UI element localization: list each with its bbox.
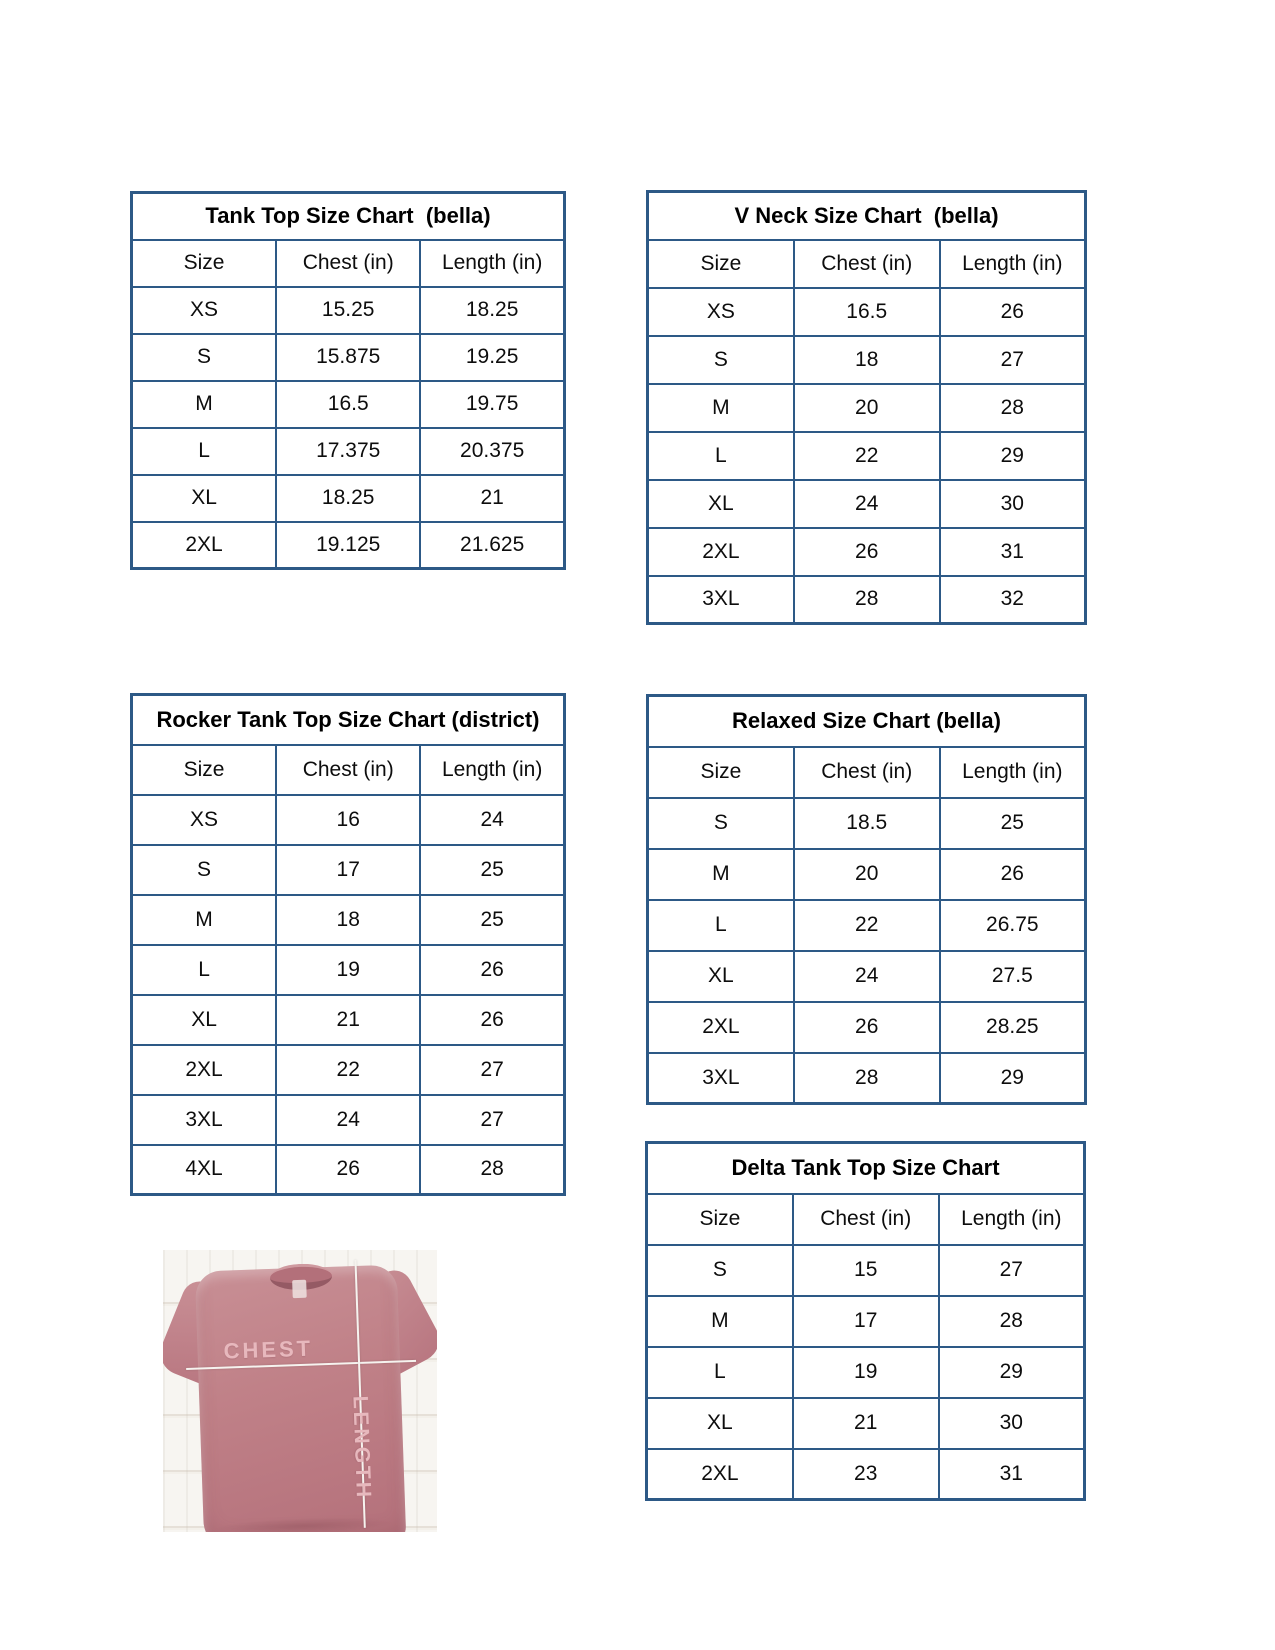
- size-cell: 26: [794, 528, 940, 576]
- table-title: Rocker Tank Top Size Chart (district): [132, 695, 565, 745]
- table-header-row: [132, 745, 565, 795]
- size-cell: 19.125: [276, 522, 420, 569]
- tank-top-size-chart-table: [130, 191, 566, 570]
- size-cell: XS: [132, 795, 277, 845]
- tshirt-graphic: [163, 1250, 437, 1532]
- table-title-row: [648, 696, 1086, 747]
- size-cell: 26: [420, 945, 564, 995]
- column-header: Chest (in): [276, 240, 420, 287]
- rocker-tank-top-size-chart-table: [130, 693, 566, 1196]
- length-label: LENGTH: [348, 1395, 376, 1501]
- size-cell: M: [648, 384, 794, 432]
- size-cell: 20: [794, 384, 940, 432]
- size-cell: S: [648, 336, 794, 384]
- size-cell: 3XL: [648, 576, 794, 624]
- size-row: [132, 895, 565, 945]
- size-cell: 25: [420, 845, 564, 895]
- size-cell: 19.75: [420, 381, 564, 428]
- size-row: [132, 845, 565, 895]
- size-cell: 21: [793, 1398, 939, 1449]
- size-cell: XL: [132, 995, 277, 1045]
- size-cell: 22: [794, 900, 940, 951]
- size-cell: 29: [940, 1053, 1086, 1104]
- size-cell: 16.5: [794, 288, 940, 336]
- size-cell: 3XL: [648, 1053, 794, 1104]
- size-cell: 16.5: [276, 381, 420, 428]
- size-cell: 28: [794, 576, 940, 624]
- size-row: [132, 945, 565, 995]
- tshirt-neck-tag: [292, 1280, 307, 1298]
- size-cell: 3XL: [132, 1095, 277, 1145]
- table-header-row: [132, 240, 565, 287]
- size-cell: 25: [940, 798, 1086, 849]
- size-cell: S: [132, 845, 277, 895]
- size-cell: 25: [420, 895, 564, 945]
- column-header: Chest (in): [793, 1194, 939, 1245]
- table-title: V Neck Size Chart (bella): [648, 192, 1086, 240]
- column-header: Length (in): [420, 745, 564, 795]
- size-cell: 19: [276, 945, 420, 995]
- size-cell: 30: [940, 480, 1086, 528]
- size-cell: 2XL: [132, 1045, 277, 1095]
- size-cell: L: [648, 432, 794, 480]
- chest-label: CHEST: [223, 1335, 314, 1364]
- size-row: [132, 334, 565, 381]
- column-header: Chest (in): [276, 745, 420, 795]
- size-cell: 18.25: [276, 475, 420, 522]
- size-row: [132, 1095, 565, 1145]
- table-header-row: [648, 747, 1086, 798]
- size-row: [647, 1449, 1085, 1500]
- size-cell: 19.25: [420, 334, 564, 381]
- table-title-row: [648, 192, 1086, 240]
- size-cell: 17: [276, 845, 420, 895]
- size-cell: 27: [939, 1245, 1085, 1296]
- size-cell: 26: [940, 849, 1086, 900]
- delta-tank-top-size-chart-table: [645, 1141, 1086, 1501]
- size-cell: 22: [276, 1045, 420, 1095]
- column-header: Size: [132, 745, 277, 795]
- size-cell: 22: [794, 432, 940, 480]
- table-title: Delta Tank Top Size Chart: [647, 1143, 1085, 1194]
- size-row: [647, 1245, 1085, 1296]
- size-cell: 27: [420, 1045, 564, 1095]
- v-neck-size-chart-table: [646, 190, 1087, 625]
- size-cell: 32: [940, 576, 1086, 624]
- size-row: [648, 849, 1086, 900]
- size-cell: 15.25: [276, 287, 420, 334]
- size-row: [132, 428, 565, 475]
- table-title: Relaxed Size Chart (bella): [648, 696, 1086, 747]
- size-row: [132, 381, 565, 428]
- size-cell: L: [648, 900, 794, 951]
- size-cell: XL: [647, 1398, 793, 1449]
- table-title-row: [132, 695, 565, 745]
- size-cell: 26.75: [940, 900, 1086, 951]
- size-cell: 27.5: [940, 951, 1086, 1002]
- size-cell: L: [132, 945, 277, 995]
- size-cell: 18: [794, 336, 940, 384]
- column-header: Length (in): [940, 747, 1086, 798]
- size-cell: 21: [420, 475, 564, 522]
- size-row: [132, 287, 565, 334]
- size-cell: 21: [276, 995, 420, 1045]
- size-row: [648, 288, 1086, 336]
- size-row: [132, 1045, 565, 1095]
- size-cell: 2XL: [648, 528, 794, 576]
- size-cell: 18: [276, 895, 420, 945]
- size-cell: XS: [648, 288, 794, 336]
- size-row: [648, 1053, 1086, 1104]
- size-cell: 21.625: [420, 522, 564, 569]
- size-cell: L: [647, 1347, 793, 1398]
- size-cell: 24: [794, 480, 940, 528]
- size-cell: 31: [939, 1449, 1085, 1500]
- table-header-row: [648, 240, 1086, 288]
- size-row: [132, 795, 565, 845]
- column-header: Size: [648, 747, 794, 798]
- size-cell: 16: [276, 795, 420, 845]
- table-title: Tank Top Size Chart (bella): [132, 193, 565, 240]
- size-cell: 2XL: [647, 1449, 793, 1500]
- size-row: [648, 951, 1086, 1002]
- size-cell: 24: [794, 951, 940, 1002]
- size-row: [648, 900, 1086, 951]
- size-cell: 2XL: [132, 522, 277, 569]
- column-header: Length (in): [940, 240, 1086, 288]
- column-header: Size: [132, 240, 277, 287]
- size-cell: 20.375: [420, 428, 564, 475]
- size-cell: 26: [794, 1002, 940, 1053]
- size-cell: 28.25: [940, 1002, 1086, 1053]
- size-cell: S: [132, 334, 277, 381]
- size-cell: 28: [939, 1296, 1085, 1347]
- size-cell: 19: [793, 1347, 939, 1398]
- size-row: [132, 475, 565, 522]
- size-cell: 29: [940, 432, 1086, 480]
- size-row: [648, 576, 1086, 624]
- size-cell: 24: [420, 795, 564, 845]
- size-cell: M: [648, 849, 794, 900]
- column-header: Size: [647, 1194, 793, 1245]
- size-cell: 27: [420, 1095, 564, 1145]
- size-cell: 26: [420, 995, 564, 1045]
- size-cell: S: [648, 798, 794, 849]
- size-cell: 18.25: [420, 287, 564, 334]
- size-cell: 15: [793, 1245, 939, 1296]
- size-cell: 20: [794, 849, 940, 900]
- size-row: [647, 1296, 1085, 1347]
- size-cell: 17: [793, 1296, 939, 1347]
- size-cell: M: [132, 895, 277, 945]
- size-row: [648, 1002, 1086, 1053]
- size-cell: 31: [940, 528, 1086, 576]
- column-header: Length (in): [939, 1194, 1085, 1245]
- size-row: [648, 528, 1086, 576]
- size-cell: 24: [276, 1095, 420, 1145]
- size-row: [648, 336, 1086, 384]
- size-cell: S: [647, 1245, 793, 1296]
- size-cell: 18.5: [794, 798, 940, 849]
- size-row: [647, 1398, 1085, 1449]
- size-row: [132, 522, 565, 569]
- column-header: Chest (in): [794, 747, 940, 798]
- size-cell: 15.875: [276, 334, 420, 381]
- size-row: [647, 1347, 1085, 1398]
- column-header: Chest (in): [794, 240, 940, 288]
- table-title-row: [647, 1143, 1085, 1194]
- size-row: [648, 432, 1086, 480]
- size-cell: 26: [276, 1145, 420, 1195]
- relaxed-size-chart-table: [646, 694, 1087, 1105]
- size-cell: 26: [940, 288, 1086, 336]
- size-cell: 28: [794, 1053, 940, 1104]
- size-cell: 23: [793, 1449, 939, 1500]
- size-row: [132, 1145, 565, 1195]
- size-cell: XS: [132, 287, 277, 334]
- size-cell: M: [132, 381, 277, 428]
- size-row: [648, 384, 1086, 432]
- size-cell: 4XL: [132, 1145, 277, 1195]
- size-cell: M: [647, 1296, 793, 1347]
- size-cell: 28: [940, 384, 1086, 432]
- tshirt-measurement-photo: [163, 1250, 437, 1532]
- table-title-row: [132, 193, 565, 240]
- table-header-row: [647, 1194, 1085, 1245]
- column-header: Length (in): [420, 240, 564, 287]
- size-cell: L: [132, 428, 277, 475]
- size-row: [648, 480, 1086, 528]
- size-cell: 28: [420, 1145, 564, 1195]
- size-cell: XL: [648, 480, 794, 528]
- size-cell: 17.375: [276, 428, 420, 475]
- size-cell: 29: [939, 1347, 1085, 1398]
- size-cell: 30: [939, 1398, 1085, 1449]
- size-cell: XL: [648, 951, 794, 1002]
- column-header: Size: [648, 240, 794, 288]
- size-cell: XL: [132, 475, 277, 522]
- size-row: [132, 995, 565, 1045]
- size-row: [648, 798, 1086, 849]
- size-cell: 27: [940, 336, 1086, 384]
- size-cell: 2XL: [648, 1002, 794, 1053]
